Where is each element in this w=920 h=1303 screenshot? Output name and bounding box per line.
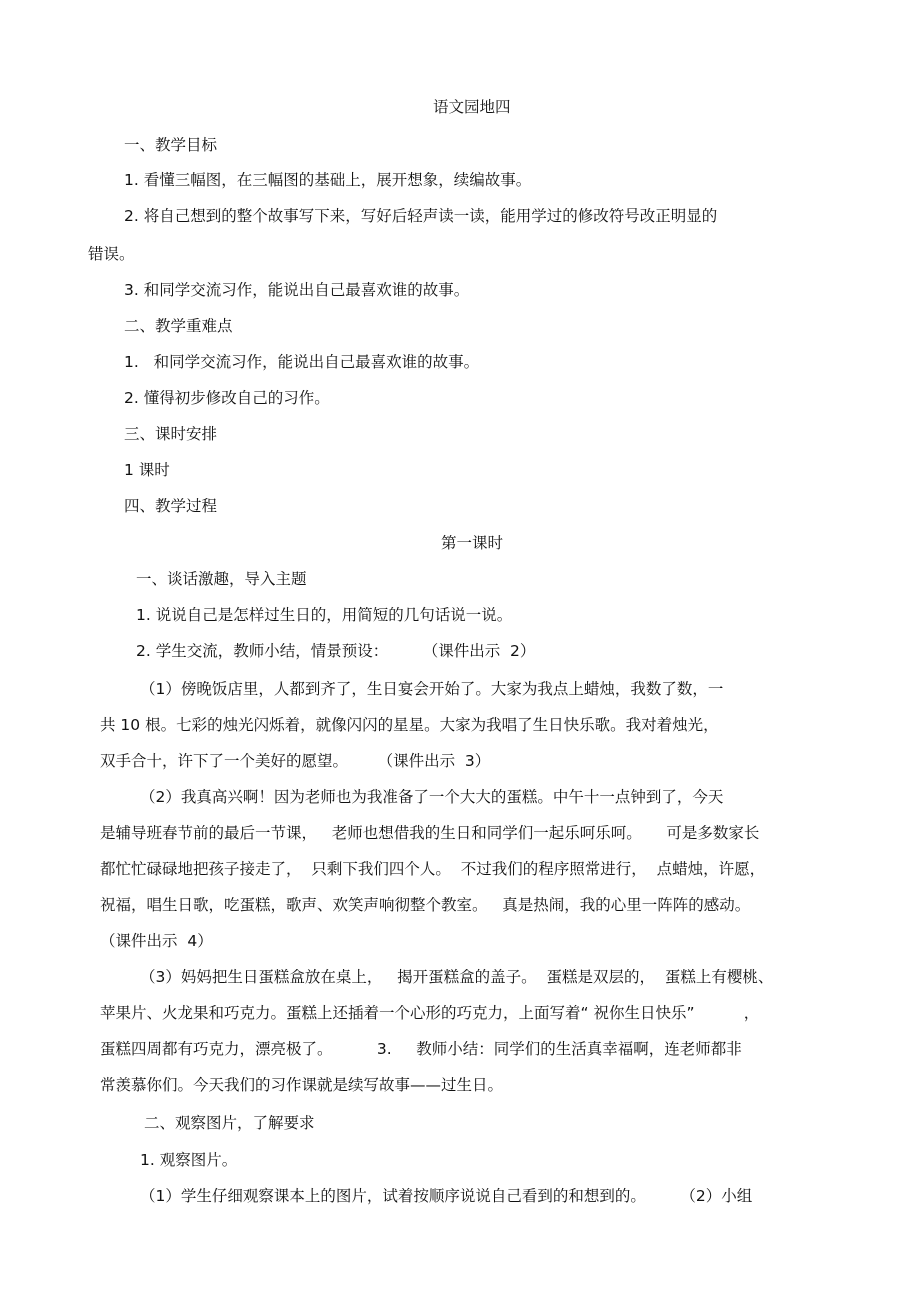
paragraph-line: 2. 懂得初步修改自己的习作。: [124, 389, 330, 407]
paragraph-line: （3）妈妈把生日蛋糕盒放在桌上， 揭开蛋糕盒的盖子。 蛋糕是双层的， 蛋糕上有樱桃、: [140, 968, 774, 986]
section-heading: 二、教学重难点: [124, 317, 233, 335]
paragraph-line: 共 10 根。七彩的烛光闪烁着，就像闪闪的星星。大家为我唱了生日快乐歌。我对着烛光，: [100, 716, 719, 734]
document-title: 语文园地四: [433, 98, 511, 116]
paragraph-line: （1）傍晚饭店里，人都到齐了，生日宴会开始了。大家为我点上蜡烛，我数了数，一: [140, 680, 724, 698]
paragraph-line: 都忙忙碌碌地把孩子接走了， 只剩下我们四个人。 不过我们的程序照常进行， 点蜡烛，许愿，: [100, 860, 766, 878]
paragraph-line: 1. 观察图片。: [140, 1151, 238, 1169]
paragraph-line: 1. 看懂三幅图，在三幅图的基础上，展开想象，续编故事。: [124, 171, 532, 189]
paragraph-line: 1. 和同学交流习作，能说出自己最喜欢谁的故事。: [124, 353, 480, 371]
section-heading: 三、课时安排: [124, 425, 218, 443]
section-heading: 二、观察图片，了解要求: [144, 1114, 315, 1132]
paragraph-line: （1）学生仔细观察课本上的图片，试着按顺序说说自己看到的和想到的。 （2）小组: [140, 1187, 753, 1205]
paragraph-line: 祝福，唱生日歌，吃蛋糕，歌声、欢笑声响彻整个教室。 真是热闹，我的心里一阵阵的感动。: [100, 896, 751, 914]
section-heading: 一、谈话激趣，导入主题: [136, 570, 307, 588]
paragraph-line: 2. 将自己想到的整个故事写下来，写好后轻声读一读，能用学过的修改符号改正明显的: [124, 207, 718, 225]
paragraph-line: （2）我真高兴啊！因为老师也为我准备了一个大大的蛋糕。中午十一点钟到了，今天: [140, 788, 724, 806]
paragraph-line: 1 课时: [124, 461, 170, 479]
paragraph-line: 2. 学生交流，教师小结，情景预设： （课件出示 2）: [136, 642, 536, 660]
section-heading: 一、教学目标: [124, 136, 218, 154]
subsection-title: 第一课时: [441, 534, 504, 552]
paragraph-line: （课件出示 4）: [100, 932, 213, 950]
paragraph-line: 常羡慕你们。今天我们的习作课就是续写故事——过生日。: [100, 1076, 504, 1094]
paragraph-line: 是辅导班春节前的最后一节课， 老师也想借我的生日和同学们一起乐呵乐呵。 可是多数家长: [100, 824, 760, 842]
paragraph-line: 错误。: [88, 245, 135, 263]
section-heading: 四、教学过程: [124, 497, 218, 515]
paragraph-line: 苹果片、火龙果和巧克力。蛋糕上还插着一个心形的巧克力，上面写着“ 祝你生日快乐” ，: [100, 1004, 760, 1022]
paragraph-line: 蛋糕四周都有巧克力，漂亮极了。 3. 教师小结：同学们的生活真幸福啊，连老师都非: [100, 1040, 742, 1058]
paragraph-line: 1. 说说自己是怎样过生日的，用简短的几句话说一说。: [136, 606, 513, 624]
paragraph-line: 3. 和同学交流习作，能说出自己最喜欢谁的故事。: [124, 281, 470, 299]
paragraph-line: 双手合十，许下了一个美好的愿望。 （课件出示 3）: [100, 752, 491, 770]
